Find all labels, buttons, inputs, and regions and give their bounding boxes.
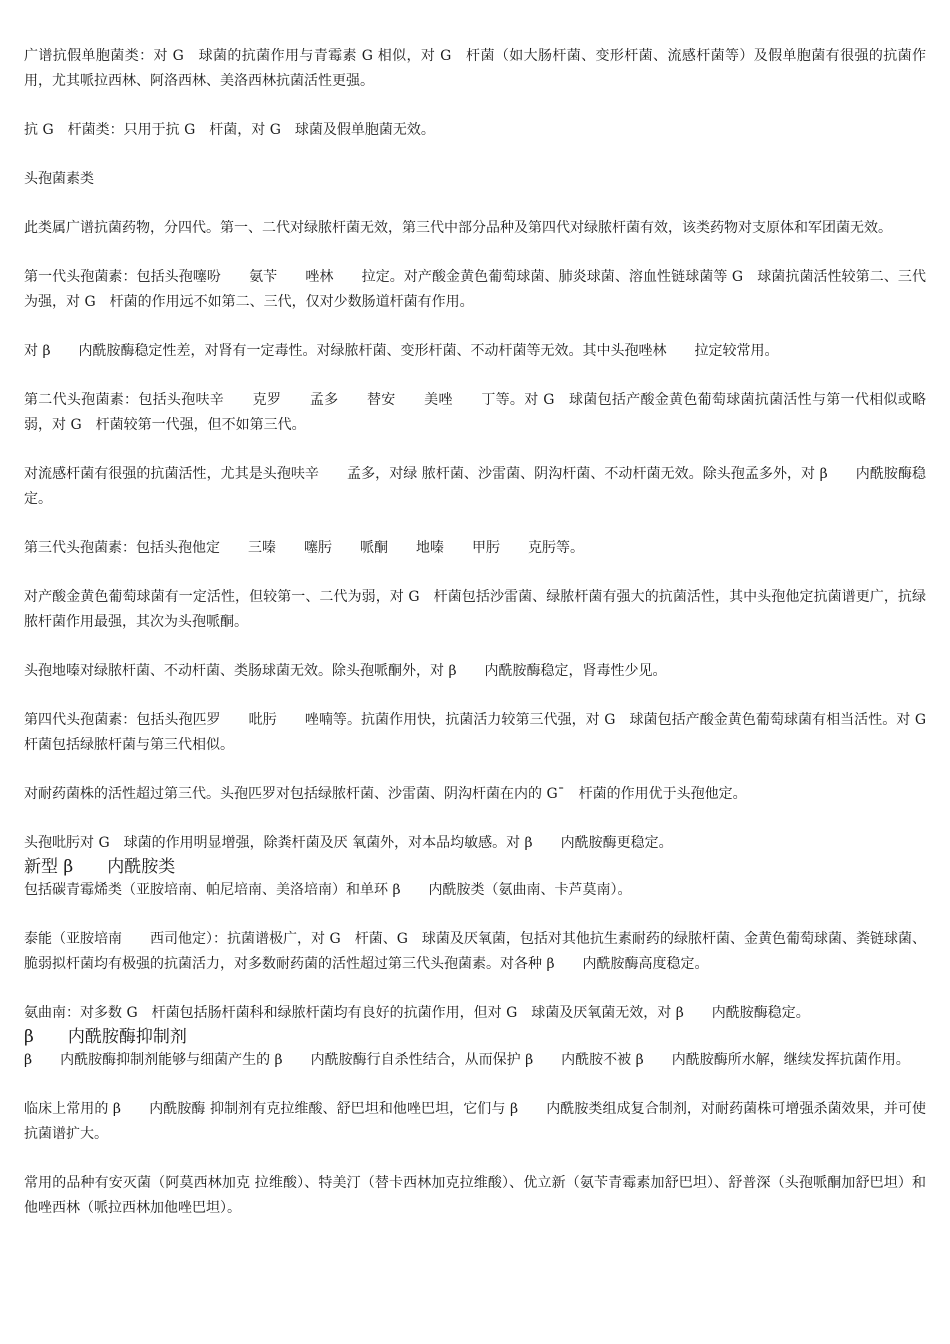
paragraph-aztreonam: 氨曲南：对多数 G 杆菌包括肠杆菌科和绿脓杆菌均有良好的抗菌作用，但对 G 球菌及厌氧菌无效，对 β 内酰胺酶稳定。: [24, 1005, 810, 1021]
paragraph-second-gen: 第二代头孢菌素：包括头孢呋辛 克罗 孟多 替安 美唑 丁等。对 G 球菌包括产酸金黄色葡萄球菌抗菌活性与第一代相似或略弱，对 G 杆菌较第一代强，但不如第三代。: [24, 392, 926, 433]
heading-new-beta-lactams: 新型 β 内酰胺类: [24, 857, 176, 877]
paragraph-third-gen: 第三代头孢菌素：包括头孢他定 三嗪 噻肟 哌酮 地嗪 甲肟 克肟等。: [24, 540, 584, 556]
paragraph-inhibitor-products: 常用的品种有安灭菌（阿莫西林加克 拉维酸）、特美汀（替卡西林加克拉维酸）、优立新（氨苄青霉素加舒巴坦）、舒普深（头孢哌酮加舒巴坦）和他唑西林（哌拉西林加他唑巴坦）。: [24, 1175, 926, 1216]
paragraph-first-gen-stability: 对 β 内酰胺酶稳定性差，对肾有一定毒性。对绿脓杆菌、变形杆菌、不动杆菌等无效。其中头孢唑林 拉定较常用。: [24, 343, 779, 359]
paragraph-first-gen: 第一代头孢菌素：包括头孢噻吩 氨苄 唑林 拉定。对产酸金黄色葡萄球菌、肺炎球菌、溶血性链球菌等 G 球菌抗菌活性较第二、三代为强，对 G 杆菌的作用远不如第二、三代，仅对少数肠道杆菌有作用。: [24, 269, 926, 310]
paragraph-inhibitor-mechanism: β 内酰胺酶抑制剂能够与细菌产生的 β 内酰胺酶行自杀性结合，从而保护 β 内酰胺不被 β 内酰胺酶所水解，继续发挥抗菌作用。: [24, 1052, 910, 1068]
paragraph-second-gen-activity: 对流感杆菌有很强的抗菌活性，尤其是头孢呋辛 孟多，对绿 脓杆菌、沙雷菌、阴沟杆菌、不动杆菌无效。除头孢孟多外，对 β 内酰胺酶稳定。: [24, 466, 926, 507]
paragraph-cephalosporin-intro: 此类属广谱抗菌药物，分四代。第一、二代对绿脓杆菌无效，第三代中部分品种及第四代对绿脓杆菌有效，该类药物对支原体和军团菌无效。: [24, 220, 892, 236]
paragraph-fourth-gen: 第四代头孢菌素：包括头孢匹罗 吡肟 唑喃等。抗菌作用快，抗菌活力较第三代强，对 G 球菌包括产酸金黄色葡萄球菌有相当活性。对 G 杆菌包括绿脓杆菌与第三代相似。: [24, 712, 940, 753]
paragraph-third-gen-notes: 头孢地嗪对绿脓杆菌、不动杆菌、类肠球菌无效。除头孢哌酮外，对 β 内酰胺酶稳定，肾毒性少见。: [24, 663, 667, 679]
paragraph-anti-gram-negative: 抗 G 杆菌类：只用于抗 G 杆菌，对 G 球菌及假单胞菌无效。: [24, 122, 435, 138]
paragraph-tienam: 泰能（亚胺培南 西司他定）：抗菌谱极广，对 G 杆菌、G 球菌及厌氧菌，包括对其他抗生素耐药的绿脓杆菌、金黄色葡萄球菌、粪链球菌、脆弱拟杆菌均有极强的抗菌活力，对多数耐药菌的活性超过第三代头孢菌素。对各种 β 内酰胺酶高度稳定。: [24, 931, 926, 972]
paragraph-cefepime: 头孢吡肟对 G 球菌的作用明显增强，除粪杆菌及厌 氧菌外，对本品均敏感。对 β 内酰胺酶更稳定。: [24, 835, 673, 851]
paragraph-new-beta-intro: 包括碳青霉烯类（亚胺培南、帕尼培南、美洛培南）和单环 β 内酰胺类（氨曲南、卡芦莫南）。: [24, 882, 632, 898]
paragraph-inhibitor-clinical: 临床上常用的 β 内酰胺酶 抑制剂有克拉维酸、舒巴坦和他唑巴坦，它们与 β 内酰胺类组成复合制剂，对耐药菌株可增强杀菌效果，并可使抗菌谱扩大。: [24, 1101, 926, 1142]
heading-beta-lactamase-inhibitors: β 内酰胺酶抑制剂: [24, 1027, 187, 1047]
paragraph-anti-pseudomonas: 广谱抗假单胞菌类：对 G 球菌的抗菌作用与青霉素 G 相似，对 G 杆菌（如大肠杆菌、变形杆菌、流感杆菌等）及假单胞菌有很强的抗菌作用，尤其哌拉西林、阿洛西林、美洛西林抗菌活性更强。: [24, 48, 926, 89]
paragraph-third-gen-activity: 对产酸金黄色葡萄球菌有一定活性，但较第一、二代为弱，对 G 杆菌包括沙雷菌、绿脓杆菌有强大的抗菌活性，其中头孢他定抗菌谱更广，抗绿脓杆菌作用最强，其次为头孢哌酮。: [24, 589, 926, 630]
paragraph-cephalosporin-heading: 头孢菌素类: [24, 171, 94, 187]
paragraph-fourth-gen-resistance: 对耐药菌株的活性超过第三代。头孢匹罗对包括绿脓杆菌、沙雷菌、阴沟杆菌在内的 G¯ 杆菌的作用优于头孢他定。: [24, 786, 747, 802]
